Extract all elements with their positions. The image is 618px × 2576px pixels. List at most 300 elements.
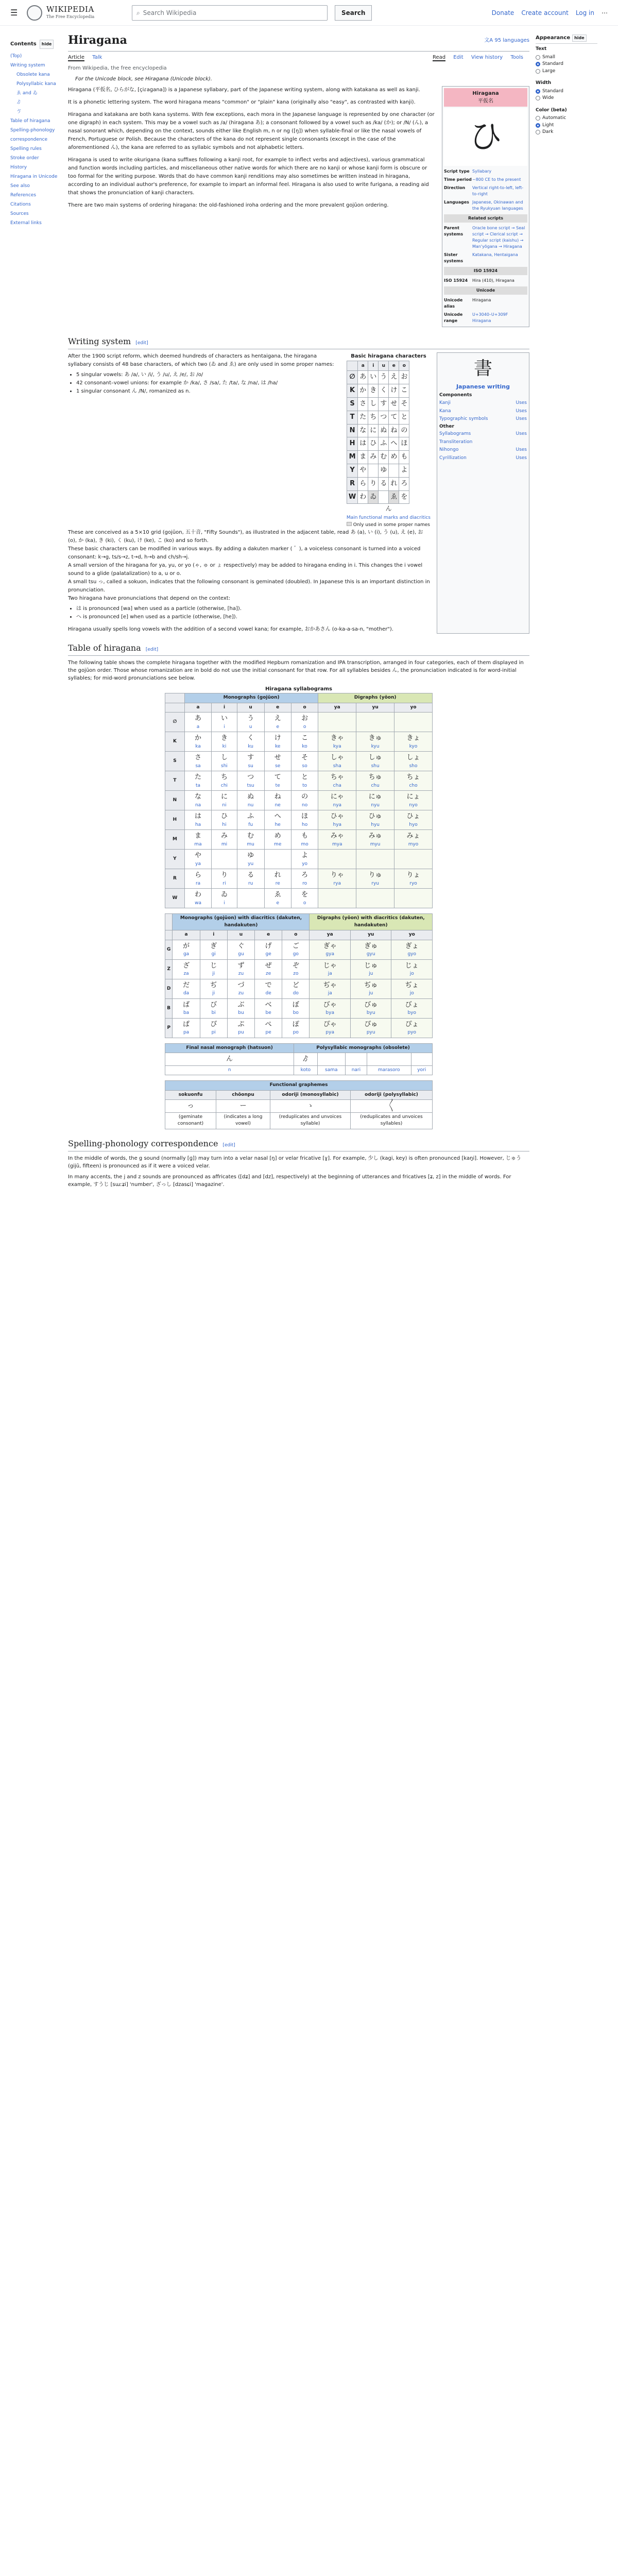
romanization[interactable]: yu <box>248 861 254 867</box>
romanization[interactable]: hyo <box>409 822 418 827</box>
romanization[interactable]: ja <box>328 971 332 977</box>
romanization[interactable]: de <box>265 991 271 996</box>
ib-parent[interactable]: Oracle bone script → Seal script → Clerical script → Regular script (kaishu) → Man'yōgana → Hiragana <box>472 226 525 249</box>
infobox-row <box>444 176 527 184</box>
action-view-history[interactable]: View history <box>471 55 503 60</box>
romanization[interactable]: yori <box>411 1065 433 1075</box>
kana-glyph: にゅ <box>368 793 382 801</box>
navbox-subhead: Other <box>439 423 454 429</box>
romanization[interactable]: i <box>224 724 225 730</box>
ib-sister[interactable]: Katakana, Hentaigana <box>472 252 518 257</box>
infobox-rows <box>444 167 527 213</box>
romanization[interactable]: ra <box>195 880 201 886</box>
romanization[interactable]: bi <box>211 1010 216 1016</box>
kana-glyph: も <box>301 832 308 840</box>
toc-item[interactable]: References <box>10 193 37 198</box>
search-button[interactable]: Search <box>335 5 372 21</box>
syllabograms-title: Hiragana syllabograms <box>265 686 333 692</box>
heading-text: Table of hiragana <box>68 643 141 653</box>
radio-button[interactable] <box>536 123 540 128</box>
kana-glyph: ぼ <box>292 1001 299 1009</box>
romanization[interactable]: hya <box>333 822 342 827</box>
radio-option[interactable] <box>536 122 597 129</box>
navbox-item[interactable]: Nihongo <box>439 447 459 452</box>
romanization[interactable]: su <box>248 763 253 769</box>
kana-glyph: す <box>247 754 254 762</box>
syllable-cell <box>255 959 282 979</box>
basic-table-footer[interactable]: Main functional marks and diacritics <box>346 515 431 520</box>
appearance-title: Appearance <box>536 35 571 41</box>
top-bar <box>0 0 618 26</box>
width-label: Width <box>536 80 552 86</box>
toc-item[interactable]: Citations <box>10 202 31 207</box>
table-cell: わ <box>358 490 368 504</box>
kana-glyph: ぴゅ <box>364 1020 378 1028</box>
romanization[interactable]: cha <box>333 783 341 788</box>
romanization[interactable]: te <box>275 783 280 788</box>
romanization[interactable]: se <box>275 763 281 769</box>
romanization[interactable]: pu <box>238 1030 244 1036</box>
romanization[interactable]: byo <box>407 1010 416 1016</box>
syllable-cell <box>264 810 291 830</box>
vowel-header: yo <box>391 930 433 940</box>
romanization[interactable]: gu <box>238 952 244 957</box>
kana-glyph: ぴゃ <box>323 1020 337 1028</box>
romanization[interactable]: nya <box>333 802 342 808</box>
diacritics-table <box>165 913 433 1038</box>
ib-unicode-range[interactable]: U+3040–U+309F Hiragana <box>472 312 508 323</box>
syllable-cell <box>212 869 237 889</box>
radio-option[interactable] <box>536 88 597 95</box>
romanization[interactable]: ru <box>248 880 253 886</box>
navbox-uses-link[interactable]: Uses <box>516 400 527 405</box>
consonant-header: ∅ <box>165 713 185 732</box>
table-cell: き <box>368 384 379 398</box>
romanization[interactable]: bo <box>293 1010 299 1016</box>
romanization[interactable]: e <box>276 724 279 730</box>
romanization[interactable]: i <box>224 900 225 906</box>
romanization[interactable]: pi <box>211 1030 216 1036</box>
romanization[interactable]: ka <box>195 743 201 749</box>
navbox-item[interactable]: Cyrillization <box>439 455 467 461</box>
romanization[interactable]: tsu <box>247 783 254 788</box>
romanization[interactable]: po <box>293 1030 299 1036</box>
kana-glyph: にゃ <box>330 793 344 801</box>
table-cell <box>389 464 399 477</box>
kana-glyph: ぴょ <box>405 1020 419 1028</box>
corner-cell <box>165 703 185 713</box>
radio-option[interactable] <box>536 54 597 61</box>
romanization[interactable]: cho <box>409 783 418 788</box>
kana-glyph: を <box>301 891 308 899</box>
toc-item[interactable]: See also <box>10 183 30 189</box>
col-header[interactable]: odoriji (monosyllabic) <box>270 1090 351 1100</box>
radio-button[interactable] <box>536 130 540 134</box>
radio-option[interactable] <box>536 61 597 68</box>
romanization[interactable]: nari <box>345 1065 367 1075</box>
romanization[interactable]: na <box>195 802 201 808</box>
radio-button[interactable] <box>536 89 540 94</box>
japanese-writing-navbox <box>437 352 529 634</box>
toc-hide-button[interactable]: hide <box>40 40 54 49</box>
syllable-cell <box>318 810 356 830</box>
romanization[interactable]: sho <box>409 763 418 769</box>
tab-article[interactable]: Article <box>68 55 85 60</box>
table-cell: い <box>368 371 379 384</box>
romanization[interactable]: bya <box>325 1010 334 1016</box>
toc-subitem[interactable]: Polysyllabic kana <box>16 81 56 87</box>
radio-button[interactable] <box>536 96 540 100</box>
navbox-uses-link[interactable]: Uses <box>516 431 527 436</box>
more-options-icon[interactable]: ⋯ <box>602 9 608 16</box>
table-row <box>347 437 409 451</box>
romanization[interactable]: ja <box>328 991 332 996</box>
kana-glyph: みゅ <box>368 832 382 840</box>
table-row <box>165 713 433 732</box>
navbox-row <box>439 408 527 416</box>
romanization[interactable]: ko <box>302 743 307 749</box>
kana-glyph: ぜ <box>265 961 272 970</box>
menu-icon[interactable]: ☰ <box>10 7 18 18</box>
romanization[interactable]: pa <box>183 1030 190 1036</box>
romanization[interactable]: kyo <box>409 743 418 749</box>
description-cell: (reduplicates and unvoices syllables) <box>350 1112 432 1129</box>
edit-link[interactable]: [edit] <box>145 647 159 653</box>
toc-item[interactable]: Writing system <box>10 63 45 68</box>
toc-item[interactable]: History <box>10 165 27 170</box>
romanization[interactable]: zu <box>238 991 244 996</box>
romanization[interactable]: ro <box>302 880 307 886</box>
syllable-cell <box>212 889 237 908</box>
kana-glyph: よ <box>301 852 308 860</box>
radio-button[interactable] <box>536 69 540 74</box>
romanization[interactable]: shu <box>371 763 380 769</box>
romanization[interactable]: pyu <box>366 1030 375 1036</box>
table-cell: へ <box>389 437 399 451</box>
romanization[interactable]: ji <box>212 971 215 977</box>
kana-glyph: りゃ <box>330 871 344 879</box>
romanization[interactable]: ke <box>274 743 281 749</box>
navbox-uses-link[interactable]: Uses <box>516 455 527 461</box>
navbox-subhead: Components <box>439 392 472 398</box>
kana-glyph: ゝ <box>270 1100 351 1113</box>
romanization[interactable]: a <box>196 724 200 730</box>
consonant-header: T <box>165 771 185 791</box>
ws-bullet: • 42 consonant–vowel unions: for example か /ka/, さ /sa/, た /ta/, な /na/, は /ha/ <box>76 379 341 387</box>
ib-key: Parent systems <box>444 226 464 236</box>
romanization[interactable]: ho <box>302 822 308 827</box>
create-account-link[interactable]: Create account <box>521 9 569 16</box>
romanization[interactable]: he <box>274 822 281 827</box>
romanization[interactable]: jo <box>409 971 414 977</box>
kana-glyph: ぺ <box>265 1020 272 1028</box>
toc-title: Contents <box>10 41 37 47</box>
romanization[interactable]: to <box>302 783 307 788</box>
kana-glyph: ん <box>165 1053 294 1066</box>
romanization[interactable]: za <box>183 971 189 977</box>
syllable-cell <box>356 889 394 908</box>
romanization[interactable]: be <box>265 1010 271 1016</box>
romanization[interactable]: myo <box>408 841 419 847</box>
romanization[interactable]: ki <box>222 743 227 749</box>
romanization[interactable]: no <box>302 802 308 808</box>
romanization[interactable]: kya <box>333 743 341 749</box>
syllable-cell <box>318 732 356 752</box>
search-placeholder: Search Wikipedia <box>143 9 197 16</box>
romanization[interactable]: hyu <box>371 822 380 827</box>
romanization[interactable]: ri <box>222 880 226 886</box>
romanization[interactable]: ha <box>195 822 201 827</box>
kana-glyph <box>367 1053 411 1066</box>
toc-item[interactable]: Table of hiragana <box>10 118 50 124</box>
appearance-hide-button[interactable]: hide <box>572 35 587 42</box>
toc-item[interactable]: Spelling-phonology correspondence <box>10 128 55 142</box>
romanization[interactable]: o <box>303 900 306 906</box>
syllable-cell <box>212 830 237 850</box>
group-header-row <box>165 693 433 703</box>
romanization[interactable]: ji <box>212 991 215 996</box>
romanization[interactable]: gyo <box>407 952 416 957</box>
romanization[interactable]: zo <box>293 971 299 977</box>
polysyllabic-header[interactable]: Polysyllabic monographs (obsolete) <box>294 1043 433 1053</box>
romanization[interactable]: u <box>249 724 252 730</box>
romanization[interactable]: n <box>165 1065 294 1075</box>
digraphs-header[interactable]: Digraphs (yōon) <box>318 693 433 703</box>
table-row <box>165 1112 433 1129</box>
romanization[interactable]: sa <box>195 763 201 769</box>
intro-paragraph: There are two main systems of ordering hiragana: the old-fashioned iroha ordering and the more prevalent gojūon ordering. <box>68 202 389 208</box>
table-row <box>347 477 409 490</box>
action-edit[interactable]: Edit <box>453 55 464 60</box>
languages-button[interactable] <box>484 37 529 44</box>
romanization[interactable]: ryo <box>409 880 417 886</box>
digraphs-header[interactable]: Digraphs (yōon) with diacritics (dakuten, handakuten) <box>310 914 433 930</box>
romanization[interactable]: mu <box>247 841 254 847</box>
romanization[interactable]: ge <box>265 952 271 957</box>
intro-paragraph: Hiragana and katakana are both kana systems. With few exceptions, each mora in the Japanese language is represented by one character (or one digraph) in each system. This may be a vowel such as /a/ (hiragana あ); a consonant followed by a vowel such as /ka/ (か); or /N/ (ん), a nasal sonorant which, depending on the context, sounds either like English m, n or ng ([ŋ]) when syllable-final or like the nasal vowels of French, Portuguese or Polish. Because the characters of the kana do not represent single consonants (except in the case of the aforementioned ん), the kana are referred to as syllabic symbols and not alphabetic letters. <box>68 112 435 150</box>
monographs-header[interactable]: Monographs (gojūon) <box>184 693 318 703</box>
polysyllabic-table <box>165 1043 433 1076</box>
navbox-item[interactable]: Kana <box>439 408 451 414</box>
table-row <box>165 830 433 850</box>
romanization[interactable]: gyu <box>366 952 375 957</box>
width-group <box>536 80 597 102</box>
table-row <box>165 889 433 908</box>
romanization[interactable]: do <box>293 991 299 996</box>
ib-value[interactable]: Syllabary <box>472 169 492 174</box>
basic-table-grid <box>347 361 409 504</box>
navbox-item[interactable]: Typographic symbols <box>439 416 488 421</box>
toc-item[interactable]: Hiragana in Unicode <box>10 174 58 179</box>
kana-glyph: ちゅ <box>368 773 382 782</box>
kana-glyph: れ <box>274 871 281 879</box>
romanization[interactable]: fu <box>248 822 253 827</box>
navbox-item[interactable]: Kanji <box>439 400 451 405</box>
edit-link[interactable]: [edit] <box>135 341 148 346</box>
romanization[interactable]: shi <box>221 763 228 769</box>
radio-button[interactable] <box>536 116 540 121</box>
romanization[interactable]: zu <box>238 971 244 977</box>
romanization[interactable]: hi <box>222 822 227 827</box>
radio-option[interactable] <box>536 129 597 136</box>
table-row <box>347 464 409 477</box>
romanization[interactable]: jo <box>409 991 414 996</box>
romanization[interactable]: ju <box>369 991 373 996</box>
kana-glyph: びょ <box>405 1001 419 1009</box>
romanization[interactable]: ni <box>222 802 227 808</box>
romanization[interactable]: ya <box>195 861 201 867</box>
romanization[interactable]: re <box>275 880 280 886</box>
syllable-cell <box>391 1018 433 1038</box>
user-links <box>492 8 608 18</box>
search-input[interactable] <box>132 5 328 21</box>
table-cell: あ <box>358 371 368 384</box>
ib-value[interactable]: Japanese, Okinawan and the Ryukyuan languages <box>472 200 523 211</box>
romanization[interactable]: chi <box>220 783 228 788</box>
table-cell: た <box>358 411 368 424</box>
site-logo[interactable] <box>27 5 125 21</box>
romanization[interactable]: yo <box>302 861 308 867</box>
radio-button[interactable] <box>536 55 540 60</box>
search-icon: ⌕ <box>136 9 140 16</box>
romanization[interactable]: ba <box>183 1010 190 1016</box>
toc-item[interactable]: (Top) <box>10 54 22 59</box>
navbox-item[interactable]: Syllabograms <box>439 431 471 436</box>
romanization[interactable]: sama <box>317 1065 345 1075</box>
romanization[interactable]: me <box>274 841 282 847</box>
romanization[interactable]: mya <box>332 841 342 847</box>
ws-paragraph: After the 1900 script reform, which deemed hundreds of characters as hentaigana, the hiragana syllabary consists of 48 base characters, of which two (ゐ and ゑ) are only used in some proper names: <box>68 353 334 367</box>
syllable-cell <box>291 810 318 830</box>
romanization[interactable]: go <box>293 952 299 957</box>
final-nasal-header[interactable]: Final nasal monograph (hatsuon) <box>165 1043 294 1053</box>
radio-option[interactable] <box>536 115 597 122</box>
romanization[interactable]: kyu <box>371 743 380 749</box>
table-cell: や <box>358 464 368 477</box>
romanization[interactable]: da <box>183 991 190 996</box>
romanization[interactable]: chu <box>371 783 380 788</box>
action-read[interactable]: Read <box>432 55 446 60</box>
ib-value[interactable]: Vertical right-to-left, left-to-right <box>472 185 524 196</box>
consonant-header: H <box>165 810 185 830</box>
toc-item[interactable]: Stroke order <box>10 156 39 161</box>
syllable-cell <box>310 959 350 979</box>
romanization[interactable]: gya <box>325 952 334 957</box>
romanization[interactable]: sha <box>333 763 341 769</box>
romanization[interactable]: byu <box>366 1010 375 1016</box>
syllable-cell <box>282 1018 310 1038</box>
kana-glyph: の <box>301 793 308 801</box>
toc-subitem[interactable]: Obsolete kana <box>16 72 50 77</box>
page-title: Hiragana <box>68 33 127 47</box>
romanization[interactable]: ryu <box>371 880 379 886</box>
navbox-item[interactable]: Transliteration <box>439 439 473 445</box>
syllable-cell <box>173 1018 200 1038</box>
romanization[interactable]: marasoro <box>367 1065 411 1075</box>
site-name: WIKIPEDIA <box>46 5 94 14</box>
navbox-uses-link[interactable]: Uses <box>516 416 527 421</box>
syllable-cell <box>356 791 394 810</box>
syllable-cell <box>318 830 356 850</box>
toc-subitem[interactable]: ゑ and ゐ <box>16 91 38 96</box>
radio-option[interactable] <box>536 95 597 102</box>
romanization[interactable]: myu <box>370 841 381 847</box>
kana-glyph <box>411 1053 433 1066</box>
col-header[interactable]: chōonpu <box>216 1090 270 1100</box>
login-link[interactable]: Log in <box>575 9 594 16</box>
site-tagline: The Free Encyclopedia <box>46 14 95 19</box>
toc-subitem[interactable]: ゔ <box>16 109 22 114</box>
romanization[interactable]: ta <box>196 783 201 788</box>
romanization[interactable]: pe <box>265 1030 271 1036</box>
col-header[interactable]: odoriji (polysyllabic) <box>350 1090 432 1100</box>
navbox-title[interactable]: Japanese writing <box>456 383 510 390</box>
action-tools[interactable]: Tools <box>510 55 523 60</box>
romanization[interactable]: ze <box>266 971 271 977</box>
syllable-cell <box>394 771 433 791</box>
navbox-row <box>439 446 527 454</box>
table-cell: ふ <box>379 437 389 451</box>
table-cell: お <box>399 371 409 384</box>
tab-talk[interactable]: Talk <box>92 55 102 60</box>
romanization[interactable]: nu <box>247 802 254 808</box>
romanization[interactable]: pya <box>325 1030 334 1036</box>
toc-item[interactable]: External links <box>10 221 42 226</box>
radio-button[interactable] <box>536 62 540 66</box>
donate-link[interactable]: Donate <box>491 9 514 16</box>
romanization[interactable]: o <box>303 724 306 730</box>
romanization[interactable]: ma <box>194 841 202 847</box>
romanization[interactable]: nyo <box>409 802 418 808</box>
romanization[interactable]: ju <box>369 971 373 977</box>
col-header: a <box>358 361 368 371</box>
ib-value[interactable]: ~800 CE to the present <box>472 177 521 182</box>
romanization[interactable]: ne <box>274 802 281 808</box>
romanization[interactable]: e <box>276 900 279 906</box>
kana-glyph: しゃ <box>330 754 344 762</box>
radio-option[interactable] <box>536 68 597 75</box>
syllable-cell <box>184 791 211 810</box>
toc-item[interactable]: Sources <box>10 211 29 216</box>
romanization[interactable]: rya <box>333 880 341 886</box>
navbox-uses-link[interactable]: Uses <box>516 447 527 452</box>
navbox-uses-link[interactable]: Uses <box>516 408 527 414</box>
toc-subitem[interactable]: ゟ <box>16 100 22 105</box>
romanization[interactable]: wa <box>195 900 201 906</box>
romanization[interactable]: pyo <box>407 1030 416 1036</box>
romanization[interactable]: nyu <box>371 802 380 808</box>
col-header[interactable]: sokuonfu <box>165 1090 216 1100</box>
consonant-header: P <box>165 1018 173 1038</box>
text-size-label: Text <box>536 46 547 52</box>
edit-link[interactable]: [edit] <box>222 1142 235 1148</box>
toc-item[interactable]: Spelling rules <box>10 146 42 151</box>
romanization[interactable]: bu <box>238 1010 244 1016</box>
table-cell: ち <box>368 411 379 424</box>
table-cell: せ <box>389 397 399 411</box>
romanization[interactable]: mi <box>221 841 228 847</box>
romanization[interactable]: so <box>302 763 307 769</box>
kana-glyph: び <box>210 1001 217 1009</box>
table-cell: さ <box>358 397 368 411</box>
romanization[interactable]: ku <box>248 743 253 749</box>
romanization[interactable]: ga <box>183 952 190 957</box>
romanization[interactable]: gi <box>211 952 216 957</box>
kana-glyph <box>317 1053 345 1066</box>
monographs-header[interactable]: Monographs (gojūon) with diacritics (dakuten, handakuten) <box>173 914 310 930</box>
romanization[interactable]: koto <box>294 1065 318 1075</box>
romanization[interactable]: mo <box>301 841 308 847</box>
